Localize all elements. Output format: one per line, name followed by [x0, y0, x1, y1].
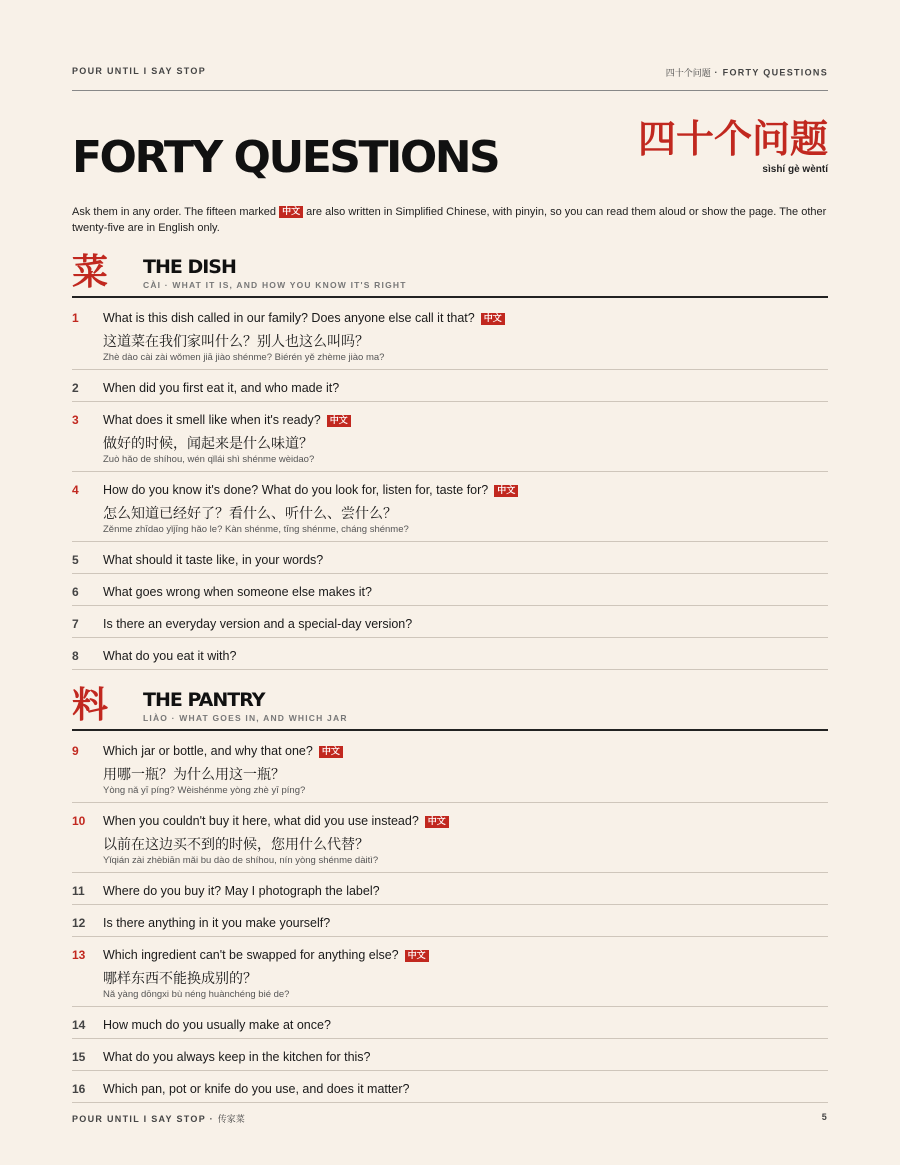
question-english — [103, 1082, 409, 1096]
question-english-text: What do you always keep in the kitchen for this? — [103, 1050, 371, 1064]
question-chinese: 怎么知道已经好了？看什么、听什么、尝什么？ — [103, 506, 397, 522]
chinese-tag: 中文 — [405, 950, 429, 962]
running-head-publication: POUR UNTIL I SAY STOP — [72, 66, 206, 76]
question-pinyin: Yòng nǎ yī píng? Wèishénme yòng zhè yī píng? — [103, 785, 306, 796]
question-pinyin: Nǎ yàng dōngxi bù néng huànchéng bié de? — [103, 989, 290, 1000]
footer-separator: · — [205, 1114, 218, 1124]
question-number: 11 — [72, 884, 85, 898]
question-number: 2 — [72, 381, 79, 395]
question-number: 16 — [72, 1082, 86, 1096]
question-english-text: What should it taste like, in your words? — [103, 553, 324, 567]
header-rule — [72, 90, 828, 91]
question-divider — [72, 1102, 828, 1103]
question-divider — [72, 936, 828, 937]
footer-publication-name: POUR UNTIL I SAY STOP — [72, 1114, 206, 1124]
question-english-text: When you couldn't buy it here, what did you use instead? — [103, 814, 419, 828]
footer — [72, 1112, 828, 1125]
question-english-text: Which ingredient can't be swapped for anything else? — [103, 948, 399, 962]
question-divider — [72, 1070, 828, 1071]
intro-paragraph — [72, 204, 828, 236]
question-pinyin: Yǐqián zài zhèbiān mǎi bu dào de shíhou, nín yòng shénme dàitì? — [103, 855, 379, 866]
question-pinyin: Zuò hǎo de shíhou, wén qǐlái shì shénme wèidao? — [103, 454, 315, 465]
section-glyph: 菜 — [72, 251, 109, 293]
question-chinese: 哪样东西不能换成别的？ — [103, 971, 257, 987]
section-subtitle: LIÀO · WHAT GOES IN, AND WHICH JAR — [143, 713, 348, 723]
question-number: 15 — [72, 1050, 86, 1064]
question-chinese: 用哪一瓶？为什么用这一瓶？ — [103, 767, 285, 783]
chinese-tag: 中文 — [425, 816, 449, 828]
question-divider — [72, 802, 828, 803]
section-rule — [72, 296, 828, 298]
page-title-pinyin: sìshí gè wèntí — [762, 164, 828, 175]
question-english — [103, 948, 429, 962]
question-english-text: How much do you usually make at once? — [103, 1018, 331, 1032]
page — [72, 0, 828, 1165]
question-divider — [72, 541, 828, 542]
question-chinese: 这道菜在我们家叫什么？别人也这么叫吗？ — [103, 334, 369, 350]
question-divider — [72, 573, 828, 574]
question-divider — [72, 369, 828, 370]
question-english — [103, 916, 330, 930]
footer-publication — [72, 1112, 245, 1125]
question-number: 3 — [72, 413, 79, 427]
question-pinyin: Zhè dào cài zài wǒmen jiā jiào shénme? Biérén yě zhème jiào ma? — [103, 352, 385, 363]
question-number: 10 — [72, 814, 86, 828]
running-head-separator: · — [710, 67, 723, 78]
question-chinese: 做好的时候，闻起来是什么味道？ — [103, 436, 313, 452]
question-english — [103, 311, 505, 325]
question-divider — [72, 605, 828, 606]
question-divider — [72, 1038, 828, 1039]
question-english — [103, 1050, 371, 1064]
question-number: 6 — [72, 585, 79, 599]
question-divider — [72, 401, 828, 402]
question-divider — [72, 471, 828, 472]
question-divider — [72, 904, 828, 905]
question-number: 7 — [72, 617, 79, 631]
question-english-text: What is this dish called in our family? Does anyone else call it that? — [103, 311, 475, 325]
question-english — [103, 884, 380, 898]
chinese-tag: 中文 — [279, 206, 303, 218]
question-english-text: When did you first eat it, and who made it? — [103, 381, 340, 395]
question-number: 14 — [72, 1018, 86, 1032]
question-english — [103, 814, 449, 828]
question-number: 9 — [72, 744, 79, 758]
question-english — [103, 553, 323, 567]
question-english-text: Which pan, pot or knife do you use, and does it matter? — [103, 1082, 410, 1096]
question-english — [103, 413, 351, 427]
question-english-text: How do you know it's done? What do you look for, listen for, taste for? — [103, 483, 489, 497]
question-divider — [72, 1006, 828, 1007]
question-number: 8 — [72, 649, 79, 663]
question-number: 12 — [72, 916, 86, 930]
section-title: THE PANTRY — [143, 689, 265, 711]
chinese-tag: 中文 — [327, 415, 351, 427]
chinese-tag: 中文 — [319, 746, 343, 758]
question-english — [103, 1018, 331, 1032]
section-title: THE DISH — [143, 256, 236, 278]
chinese-tag: 中文 — [494, 485, 518, 497]
question-number: 13 — [72, 948, 86, 962]
running-head — [72, 66, 828, 79]
page-title: FORTY QUESTIONS — [72, 132, 499, 183]
running-head-section-en: FORTY QUESTIONS — [722, 67, 828, 78]
question-number: 1 — [72, 311, 79, 325]
question-divider — [72, 669, 828, 670]
question-english — [103, 483, 518, 497]
question-divider — [72, 872, 828, 873]
section-subtitle: CÀI · WHAT IT IS, AND HOW YOU KNOW IT'S RIGHT — [143, 280, 407, 290]
question-number: 5 — [72, 553, 79, 567]
section-rule — [72, 729, 828, 731]
question-english-text: Which jar or bottle, and why that one? — [103, 744, 313, 758]
running-head-section-cn: 四十个问题 — [665, 69, 711, 79]
question-chinese: 以前在这边买不到的时候，您用什么代替？ — [103, 837, 369, 853]
page-title-cn: 四十个问题 — [637, 116, 828, 161]
question-english-text: Where do you buy it? May I photograph the label? — [103, 884, 380, 898]
question-english-text: Is there an everyday version and a special-day version? — [103, 617, 413, 631]
running-head-section — [666, 66, 828, 79]
question-divider — [72, 637, 828, 638]
footer-cn: 传家菜 — [217, 1115, 245, 1125]
question-pinyin: Zěnme zhīdao yǐjīng hǎo le? Kàn shénme, tīng shénme, cháng shénme? — [103, 524, 409, 535]
question-english — [103, 649, 236, 663]
question-english-text: What do you eat it with? — [103, 649, 237, 663]
question-english-text: What goes wrong when someone else makes it? — [103, 585, 372, 599]
intro-text-after: are also written in Simplified Chinese, with pinyin, so you can read them aloud or show the page. The other twenty-five are in English only. — [72, 206, 827, 234]
chinese-tag: 中文 — [481, 313, 505, 325]
page-number: 5 — [821, 1112, 828, 1122]
question-english — [103, 617, 412, 631]
section-glyph: 料 — [72, 684, 109, 726]
question-english — [103, 585, 372, 599]
question-english — [103, 381, 339, 395]
question-english-text: What does it smell like when it's ready? — [103, 413, 321, 427]
question-english — [103, 744, 343, 758]
question-english-text: Is there anything in it you make yourself? — [103, 916, 331, 930]
question-number: 4 — [72, 483, 79, 497]
intro-text-before: Ask them in any order. The fifteen marked — [72, 206, 280, 218]
